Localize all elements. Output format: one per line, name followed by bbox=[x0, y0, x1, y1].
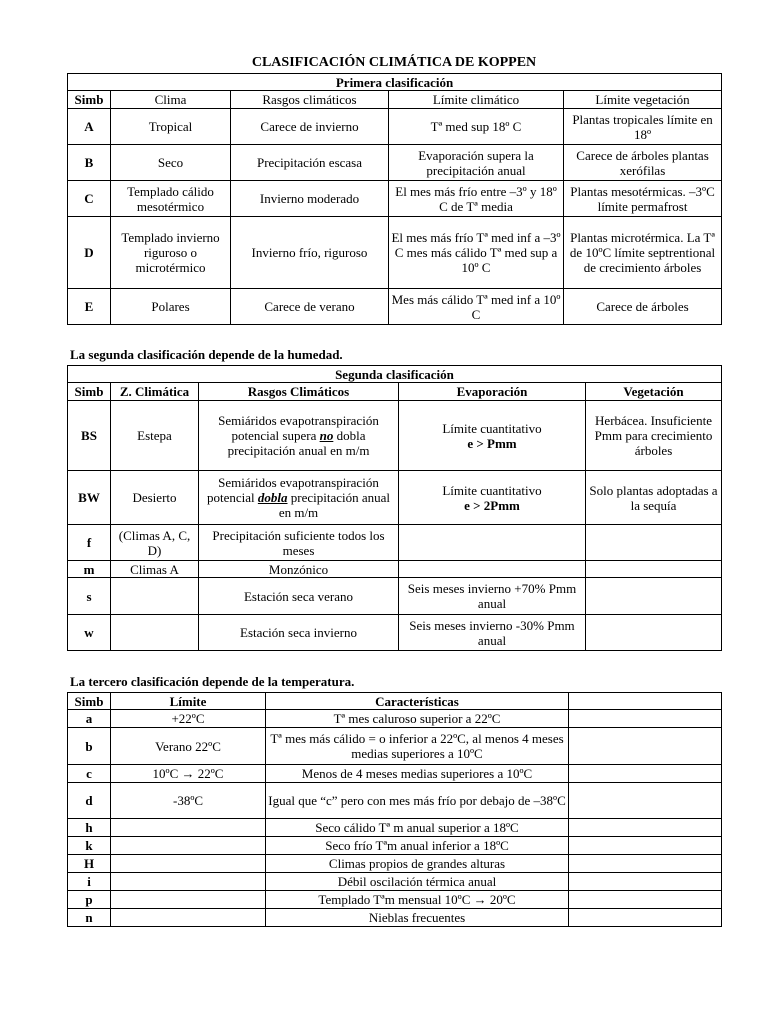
column-header-simb: Simb bbox=[68, 383, 111, 401]
table-row bbox=[68, 783, 722, 819]
table-row bbox=[68, 525, 722, 561]
symbol-cell: BW bbox=[68, 471, 111, 525]
table-row bbox=[68, 401, 722, 471]
page-title: CLASIFICACIÓN CLIMÁTICA DE KOPPEN bbox=[251, 55, 537, 70]
table-cell: Templado invierno riguroso o microtérmico bbox=[111, 217, 231, 289]
table-cell: Seco cálido Tª m anual superior a 18ºC bbox=[266, 819, 569, 837]
symbol-cell: H bbox=[68, 855, 111, 873]
table-row bbox=[68, 765, 722, 783]
cell-text: Semiáridos evapotranspiración potencial supera bbox=[218, 413, 379, 443]
table-row bbox=[68, 145, 722, 181]
table-cell bbox=[586, 525, 722, 561]
column-header-limite-vegetacion: Límite vegetación bbox=[564, 91, 722, 109]
table-cell: Climas propios de grandes alturas bbox=[266, 855, 569, 873]
symbol-cell: A bbox=[68, 109, 111, 145]
table-cell bbox=[586, 561, 722, 578]
table-cell: Estación seca verano bbox=[199, 578, 399, 615]
symbol-cell: B bbox=[68, 145, 111, 181]
table-cell: Invierno frío, riguroso bbox=[231, 217, 389, 289]
column-header-simb: Simb bbox=[68, 91, 111, 109]
table-cell: Tª mes caluroso superior a 22ºC bbox=[266, 710, 569, 728]
cell-text: precipitación anual en m/m bbox=[278, 490, 391, 520]
emphasis-text: no bbox=[319, 428, 334, 443]
table-cell: Estación seca invierno bbox=[199, 615, 399, 651]
table-cell: Invierno moderado bbox=[231, 181, 389, 217]
symbol-cell: BS bbox=[68, 401, 111, 471]
table-cell: Carece de verano bbox=[231, 289, 389, 325]
column-header-vegetacion: Vegetación bbox=[586, 383, 722, 401]
table-cell bbox=[111, 578, 199, 615]
cell-formula: e > Pmm bbox=[467, 435, 517, 451]
table-cell bbox=[111, 891, 266, 909]
symbol-cell: b bbox=[68, 728, 111, 765]
table-cell: Débil oscilación térmica anual bbox=[266, 873, 569, 891]
table-cell bbox=[569, 783, 722, 819]
symbol-cell: a bbox=[68, 710, 111, 728]
column-header-simb: Simb bbox=[68, 693, 111, 710]
table-row bbox=[68, 819, 722, 837]
table-cell: (Climas A, C, D) bbox=[111, 525, 199, 561]
symbol-cell: E bbox=[68, 289, 111, 325]
table-cell: Herbácea. Insuficiente Pmm para crecimiento árboles bbox=[586, 401, 722, 471]
table-cell: Igual que “c” pero con mes más frío por debajo de –38ºC bbox=[266, 783, 569, 819]
table-cell bbox=[111, 873, 266, 891]
table-cell: Plantas tropicales límite en 18º bbox=[564, 109, 722, 145]
table-cell: Monzónico bbox=[199, 561, 399, 578]
table-cell bbox=[399, 471, 586, 525]
table-cell: El mes más frío Tª med inf a –3º C mes más cálido Tª med sup a 10º C bbox=[389, 217, 564, 289]
symbol-cell: s bbox=[68, 578, 111, 615]
table-cell bbox=[569, 728, 722, 765]
table-cell bbox=[111, 909, 266, 927]
table-cell: Plantas mesotérmicas. –3ºC límite permafrost bbox=[564, 181, 722, 217]
table-cell: Desierto bbox=[111, 471, 199, 525]
table-cell bbox=[111, 837, 266, 855]
column-header-evaporacion: Evaporación bbox=[399, 383, 586, 401]
column-header-rasgos: Rasgos Climáticos bbox=[199, 383, 399, 401]
symbol-cell: i bbox=[68, 873, 111, 891]
table-caption: Segunda clasificación bbox=[68, 366, 722, 383]
table-cell: Plantas microtérmica. La Tª de 10ºC límite septrentional de crecimiento árboles bbox=[564, 217, 722, 289]
first-classification-table bbox=[67, 73, 722, 325]
table-cell: Precipitación escasa bbox=[231, 145, 389, 181]
third-classification-table bbox=[67, 692, 722, 927]
second-classification-table bbox=[67, 365, 722, 651]
table-cell bbox=[111, 819, 266, 837]
table-cell bbox=[399, 561, 586, 578]
symbol-cell: w bbox=[68, 615, 111, 651]
table-cell bbox=[569, 891, 722, 909]
table-cell bbox=[569, 855, 722, 873]
table-cell: Mes más cálido Tª med inf a 10º C bbox=[389, 289, 564, 325]
symbol-cell: D bbox=[68, 217, 111, 289]
table-row bbox=[68, 710, 722, 728]
table-cell: 10ºC → 22ºC bbox=[111, 765, 266, 783]
table-cell bbox=[569, 873, 722, 891]
table-cell: Seis meses invierno +70% Pmm anual bbox=[399, 578, 586, 615]
column-header-zona: Z. Climática bbox=[111, 383, 199, 401]
table-row bbox=[68, 837, 722, 855]
table-cell bbox=[111, 615, 199, 651]
table-cell bbox=[111, 855, 266, 873]
symbol-cell: h bbox=[68, 819, 111, 837]
symbol-cell: k bbox=[68, 837, 111, 855]
table-cell: Menos de 4 meses medias superiores a 10ºC bbox=[266, 765, 569, 783]
table-cell: Nieblas frecuentes bbox=[266, 909, 569, 927]
cell-text: Límite cuantitativo bbox=[442, 420, 542, 436]
table-cell bbox=[569, 837, 722, 855]
column-header-empty bbox=[569, 693, 722, 710]
table-cell: Precipitación suficiente todos los meses bbox=[199, 525, 399, 561]
table-cell bbox=[199, 471, 399, 525]
table-cell: +22ºC bbox=[111, 710, 266, 728]
table-cell: Templado cálido mesotérmico bbox=[111, 181, 231, 217]
table-row bbox=[68, 578, 722, 615]
column-header-limite-climatico: Límite climático bbox=[389, 91, 564, 109]
table-cell bbox=[586, 578, 722, 615]
table-cell: Tropical bbox=[111, 109, 231, 145]
column-header-limite: Límite bbox=[111, 693, 266, 710]
table-cell: Carece de árboles plantas xerófilas bbox=[564, 145, 722, 181]
table-caption: Primera clasificación bbox=[68, 74, 722, 91]
table-cell bbox=[569, 819, 722, 837]
table-row bbox=[68, 855, 722, 873]
cell-formula: e > 2Pmm bbox=[464, 497, 520, 513]
emphasis-text: dobla bbox=[257, 490, 288, 505]
table-row bbox=[68, 289, 722, 325]
table-cell: Seco frío Tªm anual inferior a 18ºC bbox=[266, 837, 569, 855]
table-cell bbox=[399, 401, 586, 471]
table-row bbox=[68, 891, 722, 909]
table-row bbox=[68, 909, 722, 927]
column-header-rasgos: Rasgos climáticos bbox=[231, 91, 389, 109]
table-cell: Climas A bbox=[111, 561, 199, 578]
column-header-clima: Clima bbox=[111, 91, 231, 109]
table-cell bbox=[569, 909, 722, 927]
table-row bbox=[68, 217, 722, 289]
table-cell bbox=[586, 615, 722, 651]
table-cell: Polares bbox=[111, 289, 231, 325]
table-cell bbox=[199, 401, 399, 471]
symbol-cell: n bbox=[68, 909, 111, 927]
table-cell bbox=[569, 765, 722, 783]
table-cell bbox=[399, 525, 586, 561]
table-cell: Verano 22ºC bbox=[111, 728, 266, 765]
symbol-cell: p bbox=[68, 891, 111, 909]
table-row bbox=[68, 561, 722, 578]
table-row bbox=[68, 728, 722, 765]
table-cell: Solo plantas adoptadas a la sequía bbox=[586, 471, 722, 525]
table-cell: -38ºC bbox=[111, 783, 266, 819]
table-cell: Seis meses invierno -30% Pmm anual bbox=[399, 615, 586, 651]
symbol-cell: m bbox=[68, 561, 111, 578]
table-cell: Evaporación supera la precipitación anual bbox=[389, 145, 564, 181]
table-cell: Carece de árboles bbox=[564, 289, 722, 325]
symbol-cell: C bbox=[68, 181, 111, 217]
section-heading-temperature: La tercero clasificación depende de la temperatura. bbox=[70, 674, 355, 689]
table-cell bbox=[569, 710, 722, 728]
table-cell: Tª med sup 18º C bbox=[389, 109, 564, 145]
table-row bbox=[68, 873, 722, 891]
symbol-cell: c bbox=[68, 765, 111, 783]
table-row bbox=[68, 109, 722, 145]
table-cell: El mes más frío entre –3º y 18º C de Tª media bbox=[389, 181, 564, 217]
table-cell: Seco bbox=[111, 145, 231, 181]
table-row bbox=[68, 615, 722, 651]
table-cell: Estepa bbox=[111, 401, 199, 471]
cell-text: Límite cuantitativo bbox=[442, 482, 542, 498]
table-row bbox=[68, 181, 722, 217]
table-cell: Tª mes más cálido = o inferior a 22ºC, al menos 4 meses medias superiores a 10ºC bbox=[266, 728, 569, 765]
symbol-cell: d bbox=[68, 783, 111, 819]
cell-text: dobla precipitación anual en m/m bbox=[227, 428, 370, 458]
column-header-caracteristicas: Características bbox=[266, 693, 569, 710]
table-cell: Carece de invierno bbox=[231, 109, 389, 145]
table-cell: Templado Tªm mensual 10ºC → 20ºC bbox=[266, 891, 569, 909]
section-heading-humidity: La segunda clasificación depende de la humedad. bbox=[70, 347, 343, 362]
cell-text: Semiáridos evapotranspiración potencial bbox=[206, 475, 379, 505]
symbol-cell: f bbox=[68, 525, 111, 561]
table-row bbox=[68, 471, 722, 525]
